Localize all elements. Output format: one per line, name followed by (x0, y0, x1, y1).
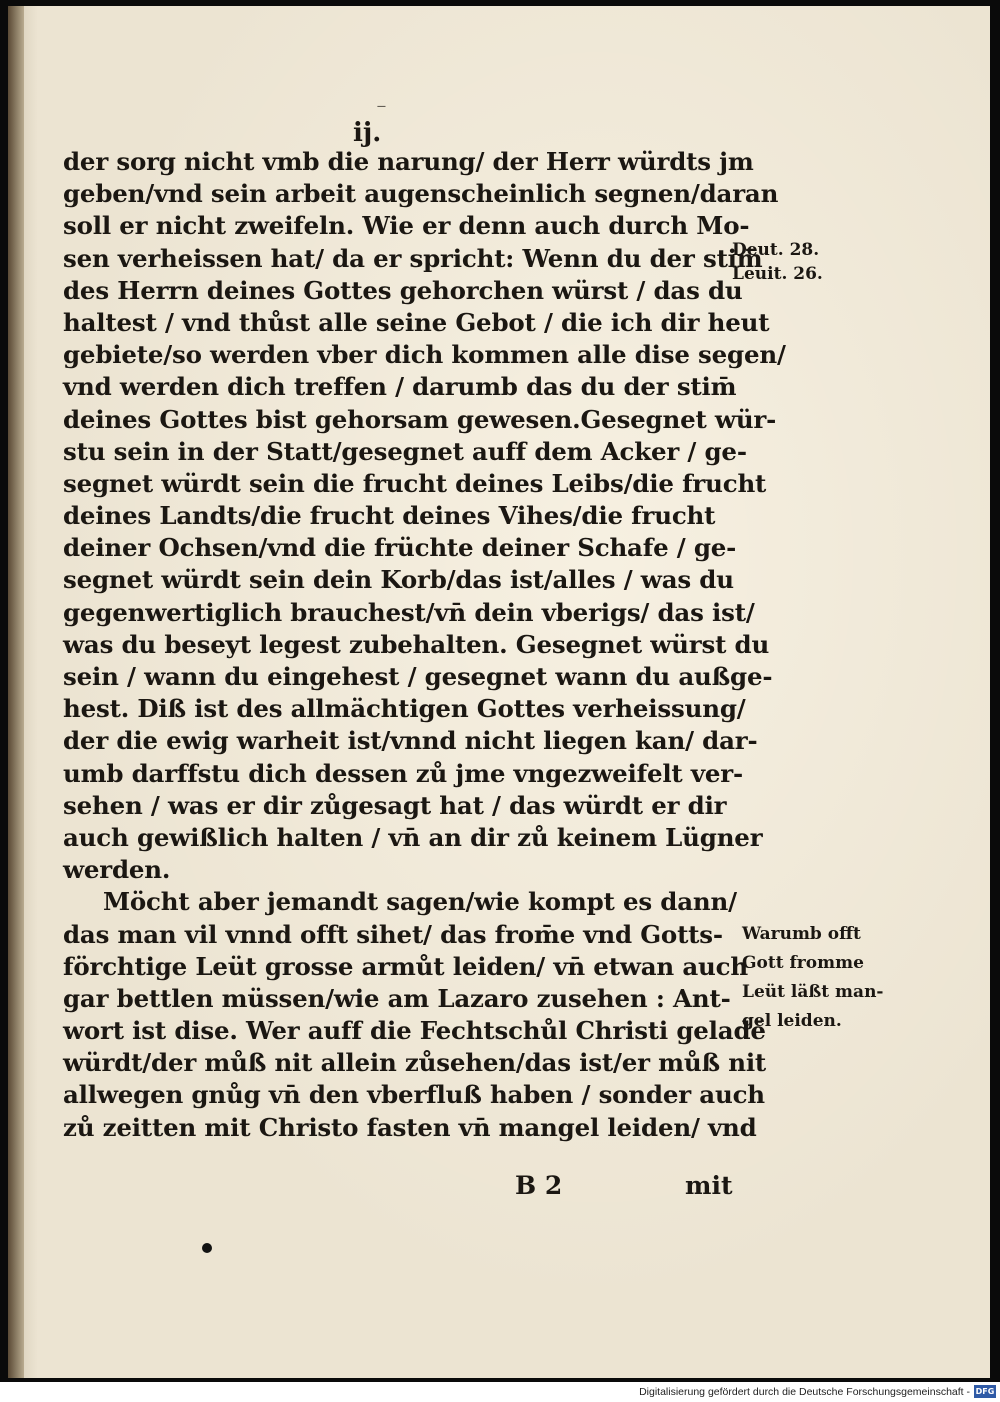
text-line: förchtige Leüt grosse armůt leiden/ vn̄ etwan auch (63, 951, 748, 981)
margin-note-line: Warumb offt (742, 924, 861, 944)
signature-line (63, 1171, 743, 1207)
margin-note-line: Leüt läßt man- (742, 982, 884, 1002)
signature-mark: B 2 (515, 1171, 563, 1200)
text-line: segnet würdt sein dein Korb/das ist/alles / was du (63, 565, 734, 595)
book-page (8, 6, 990, 1378)
text-line: der die ewig warheit ist/vnnd nicht liegen kan/ dar- (63, 726, 758, 756)
text-line: sen verheissen hat/ da er spricht: Wenn du der stim̄ (63, 243, 763, 273)
text-line: würdt/der můß nit allein zůsehen/das ist/er můß nit (63, 1048, 767, 1078)
margin-note-line: Leuit. 26. (732, 264, 823, 284)
text-line: auch gewißlich halten / vn̄ an dir zů keinem Lügner (63, 822, 763, 852)
page-gutter (8, 6, 24, 1378)
catchword: mit (685, 1171, 733, 1200)
margin-note-scripture (732, 238, 823, 286)
text-line: umb darffstu dich dessen zů jme vngezweifelt ver- (63, 758, 743, 788)
text-line: werden. (63, 855, 171, 885)
margin-note-question (742, 920, 883, 1036)
dfg-logo: DFG (975, 1387, 995, 1396)
folio-number: ij. (353, 118, 382, 148)
text-line: wort ist dise. Wer auff die Fechtschůl Christi geladē (63, 1016, 766, 1046)
text-line: segnet würdt sein die frucht deines Leibs/die frucht (63, 468, 767, 498)
text-line: stu sein in der Statt/gesegnet auff dem Acker / ge- (63, 436, 747, 466)
margin-note-line: gel leiden. (742, 1011, 842, 1031)
text-line: der sorg nicht vmb die narung/ der Herr würdts jm (63, 147, 754, 176)
text-line: sein / wann du eingehest / gesegnet wann du außge- (63, 662, 773, 691)
text-line: hest. Diß ist des allmächtigen Gottes verheissung/ (63, 694, 746, 724)
text-line: deines Gottes bist gehorsam gewesen.Gesegnet wür- (63, 404, 777, 434)
text-line: gegenwertiglich brauchest/vn̄ dein vberigs/ das ist/ (63, 597, 755, 627)
text-line: vnd werden dich treffen / darumb das du der stim̄ (63, 372, 737, 402)
text-line: gebiete/so werden vber dich kommen alle dise segen/ (63, 340, 786, 370)
text-line: soll er nicht zweifeln. Wie er denn auch durch Mo- (63, 211, 750, 241)
paragraph-start-line: Möcht aber jemandt sagen/wie kompt es dann/ (103, 887, 737, 917)
text-line: deines Landts/die frucht deines Vihes/die frucht (63, 501, 716, 531)
text-line: geben/vnd sein arbeit augenscheinlich segnen/daran (63, 179, 779, 209)
ink-dot (202, 1243, 212, 1253)
text-line: haltest / vnd thůst alle seine Gebot / die ich dir heut (63, 307, 770, 337)
text-line: allwegen gnůg vn̄ den vberfluß haben / sonder auch (63, 1080, 765, 1110)
text-line: deiner Ochsen/vnd die früchte deiner Schafe / ge- (63, 533, 737, 563)
text-line: das man vil vnnd offt sihet/ das from̄e vnd Gotts- (63, 919, 723, 949)
text-line: gar bettlen müssen/wie am Lazaro zusehen : Ant- (63, 983, 731, 1013)
text-line: zů zeitten mit Christo fasten vn̄ mangel leiden/ vnd (63, 1112, 757, 1142)
margin-note-line: Deut. 28. (732, 240, 820, 260)
text-line: sehen / was er dir zůgesagt hat / das würdt er dir (63, 790, 727, 820)
funding-credit: Digitalisierung gefördert durch die Deutsche Forschungsgemeinschaft - (639, 1386, 970, 1398)
margin-note-line: Gott fromme (742, 953, 864, 973)
text-line: des Herrn deines Gottes gehorchen würst / das du (63, 275, 743, 305)
text-line: was du beseyt legest zubehalten. Gesegnet würst du (63, 629, 770, 659)
